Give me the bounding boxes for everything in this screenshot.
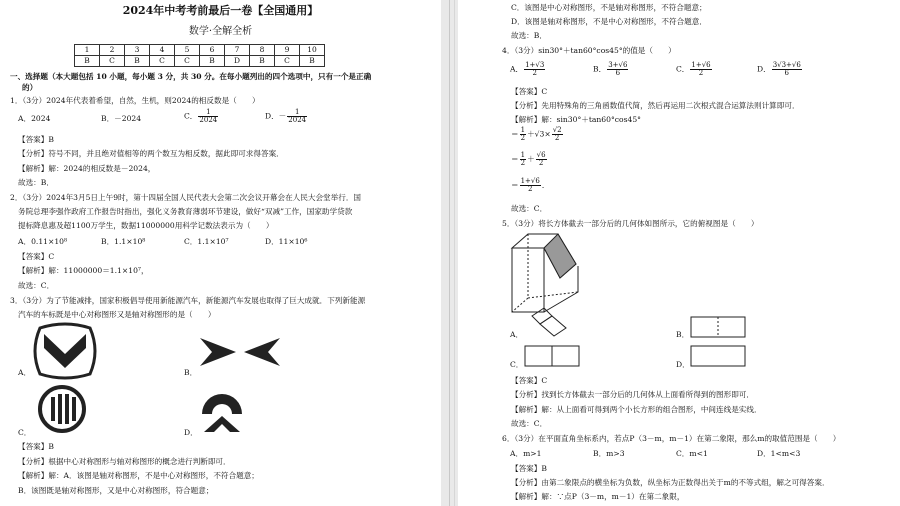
table-cell: B <box>75 56 100 67</box>
q2-choose: 故选：C． <box>18 281 55 290</box>
table-cell: C <box>100 56 125 67</box>
q5-analysis: 【分析】找到长方体截去一部分后的几何体从上面看所得到的图形即可． <box>511 390 754 399</box>
numerator: 1 <box>198 109 218 117</box>
q1-analysis: 【分析】符号不同，并且绝对值相等的两个数互为相反数，据此即可求得答案． <box>18 149 284 158</box>
q2-solution: 【解析】解：11000000＝1.1×10⁷， <box>18 266 149 275</box>
q5-answer: 【答案】C <box>511 376 548 385</box>
q2-stem-3: 提标降息惠及超1100万学生，数据11000000用科学记数法表示为（ ） <box>18 221 274 230</box>
numerator: 1 <box>287 109 307 117</box>
fraction <box>524 62 545 77</box>
q1-choose: 故选：B． <box>18 178 54 187</box>
table-cell: C <box>275 56 300 67</box>
fraction <box>520 127 526 142</box>
table-cell: 6 <box>200 45 225 56</box>
q1-stem: 1．（3分）2024年代表着希望，自然，生机，则2024的相反数是（ ） <box>10 96 260 105</box>
q1-answer: 【答案】B <box>18 135 54 144</box>
answer-table <box>74 44 325 67</box>
numerator: 3√3+√6 <box>772 61 801 69</box>
doc-title: 2024年中考考前最后一卷【全国通用】 <box>122 4 319 17</box>
denominator: 2024 <box>288 116 307 124</box>
table-cell: B <box>300 56 325 67</box>
fraction <box>690 62 711 77</box>
equals: ＝ <box>511 154 519 164</box>
fraction <box>287 109 307 124</box>
section-heading: 一、选择题（本大题包括 10 小题，每小题 3 分，共 30 分。在每小题列出的四个选项中，只有一个是正确 <box>10 72 372 81</box>
q1-option-d <box>265 109 308 124</box>
q2-stem-2: 务院总理李强作政府工作报告时指出，强化义务教育薄弱环节建设，做好“双减”工作，国家助学贷款 <box>18 207 353 216</box>
q6-option-b: B．m>3 <box>593 449 625 458</box>
answer-table-numbers-row <box>75 45 325 56</box>
section-heading-cont: 的） <box>22 83 38 92</box>
doc-subtitle: 数学·全解全析 <box>188 26 253 37</box>
denominator: 2 <box>520 134 526 142</box>
q6-solution: 【解析】解：∵点P（3－m，m－1）在第二象限， <box>511 492 685 501</box>
denominator: 6 <box>784 69 789 77</box>
q5-option-a: A． <box>510 330 524 339</box>
q1-option-c <box>184 109 219 124</box>
option-label: A． <box>510 64 524 74</box>
denominator: 2 <box>532 69 537 77</box>
option-label: B． <box>593 64 607 74</box>
q3-choose: 故选：B． <box>511 31 547 40</box>
logo-b-bowtie-icon <box>198 336 282 368</box>
q4-step-3 <box>511 178 549 193</box>
q1-solution: 【解析】解：2024的相反数是－2024， <box>18 164 156 173</box>
gutter-divider <box>449 0 450 506</box>
denominator: 2 <box>554 134 560 142</box>
q1-option-a: A．2024 <box>18 114 51 123</box>
q3-stem-2: 汽车的车标既是中心对称图形又是轴对称图形的是（ ） <box>18 310 216 319</box>
option-label: C． <box>184 111 198 121</box>
table-cell: B <box>125 56 150 67</box>
option-label: D． <box>757 64 771 74</box>
numerator: 1+√3 <box>525 61 545 69</box>
table-cell: 2 <box>100 45 125 56</box>
fraction <box>520 178 541 193</box>
term: ＋√3× <box>527 129 551 139</box>
numerator: √6 <box>536 151 546 159</box>
term: ＋ <box>527 154 535 164</box>
q3-stem-1: 3．（3分）为了节能减排，国家积极倡导使用新能源汽车，新能源汽车发展也取得了巨大成就．下列新能源 <box>10 296 366 305</box>
logo-a-v-shield-icon <box>30 322 100 380</box>
q6-option-a: A．m>1 <box>510 449 542 458</box>
left-page[interactable] <box>0 0 441 506</box>
fraction <box>536 152 547 167</box>
table-cell: D <box>225 56 250 67</box>
q3-option-d: D． <box>184 428 198 437</box>
q4-solution: 【解析】解：sin30°＋tan60°cos45° <box>511 115 641 124</box>
table-cell: B <box>250 56 275 67</box>
q2-option-c: C．1.1×10⁷ <box>184 237 229 246</box>
q6-analysis: 【分析】由第二象限点的横坐标为负数，纵坐标为正数得出关于m的不等式组，解之可得答案． <box>511 478 830 487</box>
fraction <box>552 127 563 142</box>
q2-stem-1: 2．（3分）2024年3月5日上午9时，第十四届全国人民代表大会第二次会议开幕会在人民大会堂举行．国 <box>10 193 362 202</box>
q3-solution-b: B．该图既是轴对称图形，又是中心对称图形，符合题意； <box>18 486 214 495</box>
table-cell: 7 <box>225 45 250 56</box>
q4-step-1 <box>511 127 564 142</box>
table-cell: 3 <box>125 45 150 56</box>
q3-solution-c: C．该图是中心对称图形，不是轴对称图形，不符合题意； <box>511 3 707 12</box>
logo-d-arch-icon <box>198 392 246 434</box>
q3-solution-d: D．该图是轴对称图形，不是中心对称图形，不符合题意． <box>511 17 707 26</box>
q5-option-d: D． <box>676 360 690 369</box>
answer-table-answers-row <box>75 56 325 67</box>
denominator: 2 <box>520 159 526 167</box>
denominator: 2 <box>538 159 544 167</box>
numerator: 1+√6 <box>520 177 540 185</box>
q5-stem: 5．（3分）将长方体截去一部分后的几何体如图所示，它的俯视图是（ ） <box>502 219 759 228</box>
fraction <box>198 109 218 124</box>
equals: ＝ <box>511 129 519 139</box>
table-cell: 10 <box>300 45 325 56</box>
term: ． <box>541 180 550 190</box>
q5-option-b-figure <box>690 316 746 338</box>
table-cell: C <box>175 56 200 67</box>
option-label: C． <box>676 64 690 74</box>
q5-option-c: C． <box>510 360 524 369</box>
q5-solution: 【解析】解：从上面看可得到两个小长方形的组合图形，中间连线是实线． <box>511 405 762 414</box>
table-cell: 4 <box>150 45 175 56</box>
numerator: √2 <box>552 126 562 134</box>
denominator: 6 <box>615 69 621 77</box>
q3-option-b: B． <box>184 368 198 377</box>
q4-option-a <box>510 62 546 77</box>
right-page[interactable] <box>458 0 900 506</box>
table-cell: C <box>150 56 175 67</box>
numerator: 3+√6 <box>608 61 628 69</box>
table-cell: 9 <box>275 45 300 56</box>
q1-option-b: B．－2024 <box>101 114 142 123</box>
q3-answer: 【答案】B <box>18 442 54 451</box>
q4-answer: 【答案】C <box>511 87 548 96</box>
option-label: D．－ <box>265 111 287 121</box>
q2-answer: 【答案】C <box>18 252 55 261</box>
q6-stem: 6．（3分）在平面直角坐标系内，若点P（3－m，m－1）在第二象限，那么m的取值范围是（ ） <box>502 434 841 443</box>
table-cell: B <box>200 56 225 67</box>
numerator: 1 <box>520 126 526 134</box>
table-cell: 8 <box>250 45 275 56</box>
table-cell: 1 <box>75 45 100 56</box>
fraction <box>520 152 526 167</box>
q6-answer: 【答案】B <box>511 464 547 473</box>
q3-solution: 【解析】解：A．该图是轴对称图形，不是中心对称图形，不符合题意； <box>18 471 259 480</box>
q4-option-d <box>757 62 803 77</box>
denominator: 2 <box>527 185 533 193</box>
numerator: 1+√6 <box>691 61 711 69</box>
denominator: 2024 <box>199 116 218 124</box>
numerator: 1 <box>520 151 526 159</box>
q4-option-c <box>676 62 713 77</box>
q4-analysis: 【分析】先用特殊角的三角函数值代简，然后再运用二次根式混合运算法则计算即可． <box>511 101 800 110</box>
gutter-divider <box>454 0 455 506</box>
q4-stem: 4．（3分）sin30°＋tan60°cos45°的值是（ ） <box>502 46 676 55</box>
q2-option-a: A．0.11×10⁸ <box>18 237 68 246</box>
equals: ＝ <box>511 180 519 190</box>
logo-c-bars-icon <box>32 384 92 434</box>
q2-option-b: B．1.1×10⁸ <box>101 237 146 246</box>
q3-analysis: 【分析】根据中心对称图形与轴对称图形的概念进行判断即可． <box>18 457 231 466</box>
q4-option-b <box>593 62 629 77</box>
table-cell: 5 <box>175 45 200 56</box>
q3-option-c: C． <box>18 428 32 437</box>
q5-option-d-figure <box>690 345 746 367</box>
q5-option-c-figure <box>524 345 580 367</box>
q3-option-a: A． <box>18 368 32 377</box>
fraction <box>772 62 802 77</box>
denominator: 2 <box>698 69 704 77</box>
q2-option-d: D．11×10⁶ <box>265 237 308 246</box>
q5-option-b: B． <box>676 330 690 339</box>
q5-choose: 故选：C． <box>511 419 548 428</box>
fraction <box>607 62 628 77</box>
q4-step-2 <box>511 152 548 167</box>
q5-option-a-figure <box>528 306 572 338</box>
q6-option-c: C．m<1 <box>676 449 708 458</box>
q6-option-d: D．1<m<3 <box>757 449 801 458</box>
q4-choose: 故选：C． <box>511 204 548 213</box>
